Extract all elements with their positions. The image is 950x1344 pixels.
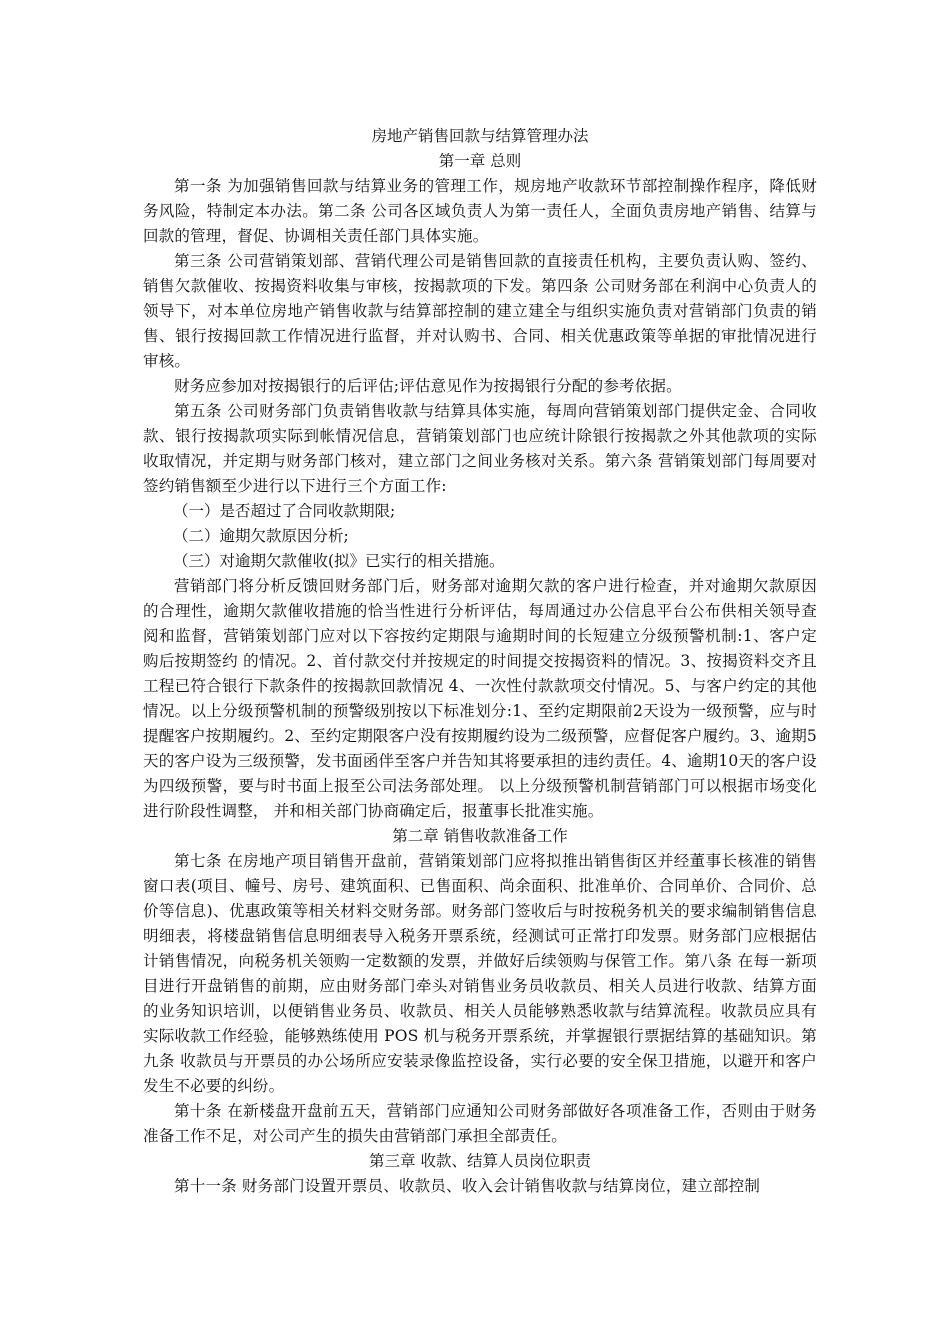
document-body — [143, 124, 817, 1199]
paragraph: 第十条 在新楼盘开盘前五天，营销部门应通知公司财务部做好各项准备工作，否则由于财务准备工作不足，对公司产生的损失由营销部门承担全部责任。 — [143, 1102, 817, 1145]
chapter-heading-3: 第三章 收款、结算人员岗位职责 — [369, 1152, 591, 1170]
list-item: （二）逾期欠款原因分析; — [173, 527, 349, 545]
list-item: （一）是否超过了合同收款期限; — [173, 502, 396, 520]
chapter-heading-2: 第二章 销售收款准备工作 — [392, 827, 568, 845]
paragraph: 财务应参加对按揭银行的后评估;评估意见作为按揭银行分配的参考依据。 — [174, 377, 682, 395]
paragraph: 第一条 为加强销售回款与结算业务的管理工作，规房地产收款环节部控制操作程序，降低财务风险，特制定本办法。第二条 公司各区域负责人为第一责任人，全面负责房地产销售、结算与回款的管理，督促、协调相关责任部门具体实施。 — [143, 177, 817, 245]
paragraph: 第三条 公司营销策划部、营销代理公司是销售回款的直接责任机构，主要负责认购、签约、销售欠款催收、按揭资料收集与审核，按揭款项的下发。第四条 公司财务部在利润中心负责人的领导下，对本单位房地产销售收款与结算部控制的建立建全与组织实施负责对营销部门负责的销售、银行按揭回款工作情况进行监督，并对认购书、合同、相关优惠政策等单据的审批情况进行审核。 — [143, 252, 817, 370]
paragraph: 第十一条 财务部门设置开票员、收款员、收入会计销售收款与结算岗位，建立部控制 — [174, 1177, 761, 1195]
paragraph: 营销部门将分析反馈回财务部门后，财务部对逾期欠款的客户进行检查，并对逾期欠款原因的合理性，逾期欠款催收措施的恰当性进行分析评估，每周通过办公信息平台公布供相关领导查阅和监督，营销策划部门应对以下容按约定期限与逾期时间的长短建立分级预警机制:1、客户定购后按期签约 的情况。2、首付款交付并按规定的时间提交按揭资料的情况。3、按揭资料交齐且工程已符合银行下款条件的按揭款回款情况 4、一次性付款款项交付情况。5、与客户约定的其他情况。以上分级预警机制的预警级别按以下标准划分:1、至约定期限前2天设为一级预警，应与时提醒客户按期履约。2、至约定期限客户没有按期履约设为二级预警，应督促客户履约。3、逾期5天的客户设为三级预警，发书面函伴至客户并告知其将要承担的违约责任。4、逾期10天的客户设为四级预警，要与时书面上报至公司法务部处理。 以上分级预警机制营销部门可以根据市场变化进行阶段性调整， 并和相关部门协商确定后，报董事长批准实施。 — [143, 577, 817, 820]
document-title: 房地产销售回款与结算管理办法 — [371, 127, 589, 145]
paragraph: 第七条 在房地产项目销售开盘前，营销策划部门应将拟推出销售街区并经董事长核准的销售窗口表(项目、幢号、房号、建筑面积、已售面积、尚余面积、批准单价、合同单价、合同价、总价等信息)、优惠政策等相关材料交财务部。财务部门签收后与时按税务机关的要求编制销售信息明细表，将楼盘销售信息明细表导入税务开票系统，经测试可正常打印发票。财务部门应根据估计销售情况，向税务机关领购一定数额的发票，并做好后续领购与保管工作。第八条 在每一新项目进行开盘销售的前期，应由财务部门牵头对销售业务员收款员、相关人员进行收款、结算方面的业务知识培训，以便销售业务员、收款员、相关人员能够熟悉收款与结算流程。收款员应具有实际收款工作经验，能够熟练使用 POS 机与税务开票系统，并掌握银行票据结算的基础知识。第九条 收款员与开票员的办公场所应安装录像监控设备，实行必要的安全保卫措施，以避开和客户发生不必要的纠纷。 — [143, 852, 817, 1095]
list-item: （三）对逾期欠款催收(拟》已实行的相关措施。 — [173, 552, 505, 570]
chapter-heading-1: 第一章 总则 — [438, 152, 522, 170]
paragraph: 第五条 公司财务部门负责销售收款与结算具体实施，每周向营销策划部门提供定金、合同收款、银行按揭款项实际到帐情况信息，营销策划部门也应统计除银行按揭款之外其他款项的实际收取情况，并定期与财务部门核对，建立部门之间业务核对关系。第六条 营销策划部门每周要对签约销售额至少进行以下进行三个方面工作: — [143, 402, 817, 495]
